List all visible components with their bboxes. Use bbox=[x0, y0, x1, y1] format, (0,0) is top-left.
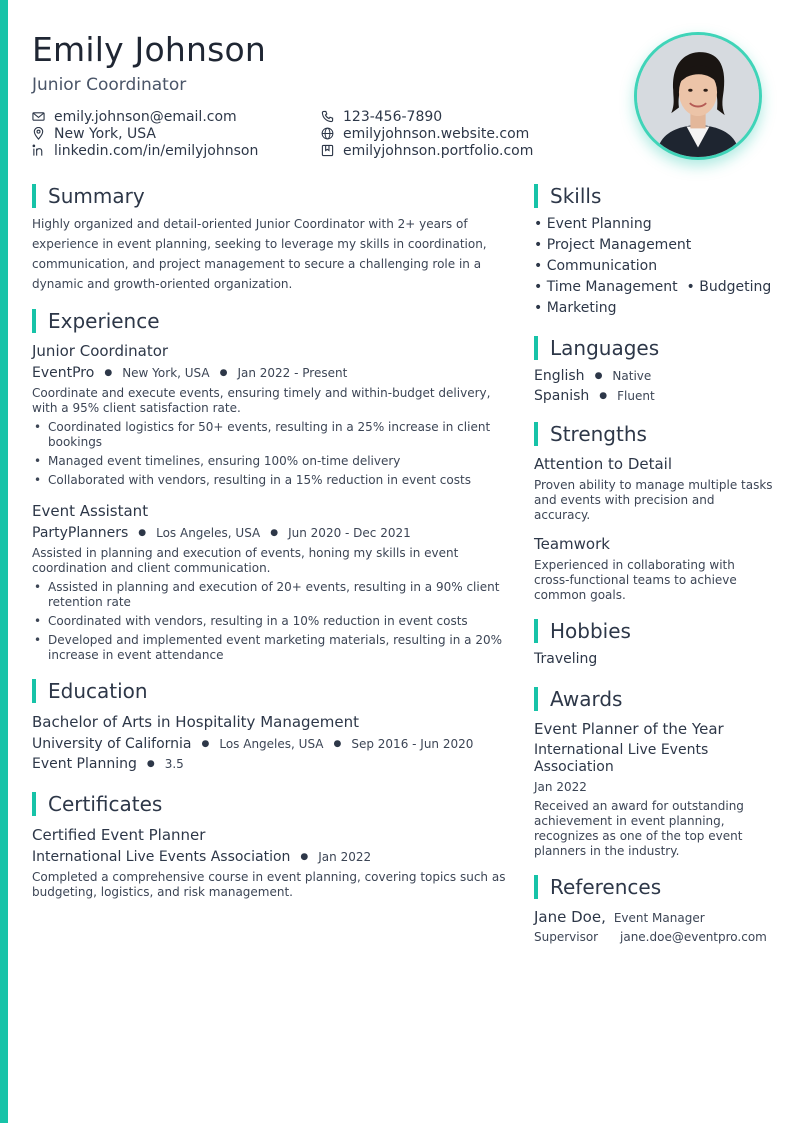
section-accent-bar bbox=[32, 792, 36, 816]
job-bullet: • Coordinated with vendors, resulting in a 10% reduction in event costs bbox=[32, 614, 512, 629]
certificate-name: Certified Event Planner bbox=[32, 826, 206, 844]
candidate-title: Junior Coordinator bbox=[32, 75, 187, 95]
contact-email-text: emily.johnson@email.com bbox=[54, 108, 237, 125]
references-heading bbox=[534, 875, 774, 899]
contact-list-right bbox=[321, 108, 533, 159]
separator-dot: ● bbox=[201, 739, 210, 749]
hobbies-section bbox=[534, 619, 774, 667]
experience-section bbox=[32, 309, 512, 663]
language-level: Fluent bbox=[617, 389, 655, 403]
job-meta bbox=[32, 525, 512, 541]
job-location: Los Angeles, USA bbox=[156, 526, 261, 540]
contact-list-left bbox=[32, 108, 258, 159]
candidate-name: Emily Johnson bbox=[32, 30, 267, 69]
location-pin-icon bbox=[32, 127, 54, 140]
contact-website-text: emilyjohnson.website.com bbox=[343, 125, 530, 142]
section-accent-bar bbox=[534, 687, 538, 711]
contact-linkedin-text: linkedin.com/in/emilyjohnson bbox=[54, 142, 259, 159]
phone-icon bbox=[321, 110, 343, 123]
languages-heading-text: Languages bbox=[550, 336, 660, 360]
strength-text: Proven ability to manage multiple tasks and events with precision and accuracy. bbox=[534, 478, 773, 522]
language-name: English bbox=[534, 368, 585, 384]
contact-portfolio[interactable] bbox=[321, 142, 533, 159]
job-description: Coordinate and execute events, ensuring timely and within-budget delivery, with a 95% client satisfaction rate. bbox=[32, 386, 491, 415]
portfolio-icon bbox=[321, 144, 343, 157]
education-heading bbox=[32, 679, 512, 703]
skill-item: • Time Management • Budgeting bbox=[534, 279, 772, 295]
strength-text: Experienced in collaborating with cross-functional teams to achieve common goals. bbox=[534, 558, 737, 602]
job-bullet: • Coordinated logistics for 50+ events, resulting in a 25% increase in client bookings bbox=[32, 420, 512, 450]
skill-item: • Project Management bbox=[534, 237, 692, 253]
strengths-heading-text: Strengths bbox=[550, 422, 647, 446]
company-name: PartyPlanners bbox=[32, 525, 129, 541]
contact-phone[interactable] bbox=[321, 108, 533, 125]
skill-item: • Event Planning bbox=[534, 216, 652, 232]
school-name: University of California bbox=[32, 736, 192, 752]
contact-linkedin[interactable] bbox=[32, 142, 258, 159]
certificate-meta bbox=[32, 849, 512, 865]
summary-section bbox=[32, 184, 512, 294]
certificate-date: Jan 2022 bbox=[318, 850, 372, 864]
job-dates: Jan 2022 - Present bbox=[237, 366, 348, 380]
accent-sidebar-bar bbox=[0, 0, 8, 1123]
skills-heading bbox=[534, 184, 774, 208]
education-section bbox=[32, 679, 512, 772]
separator-dot: ● bbox=[270, 528, 279, 538]
job-description: Assisted in planning and execution of events, honing my skills in event coordination and client communication. bbox=[32, 546, 459, 575]
contact-email[interactable] bbox=[32, 108, 258, 125]
skills-list bbox=[534, 214, 774, 319]
summary-heading-text: Summary bbox=[48, 184, 145, 208]
strength-title: Attention to Detail bbox=[534, 455, 673, 473]
education-field-meta bbox=[32, 756, 512, 772]
contact-portfolio-text: emilyjohnson.portfolio.com bbox=[343, 142, 534, 159]
references-section bbox=[534, 875, 774, 944]
education-dates: Sep 2016 - Jun 2020 bbox=[351, 737, 474, 751]
award-title: Event Planner of the Year bbox=[534, 720, 724, 738]
skill-item: • Marketing bbox=[534, 300, 617, 316]
separator-dot: ● bbox=[599, 391, 608, 401]
award-issuer: International Live Events Association bbox=[534, 742, 709, 775]
contact-website[interactable] bbox=[321, 125, 533, 142]
section-accent-bar bbox=[32, 184, 36, 208]
contact-phone-text: 123-456-7890 bbox=[343, 108, 443, 125]
languages-section bbox=[534, 336, 774, 404]
separator-dot: ● bbox=[594, 371, 603, 381]
award-date: Jan 2022 bbox=[534, 780, 587, 794]
certificates-heading-text: Certificates bbox=[48, 792, 163, 816]
experience-entry bbox=[32, 502, 512, 663]
section-accent-bar bbox=[534, 619, 538, 643]
certificates-section bbox=[32, 792, 512, 900]
job-bullets bbox=[32, 420, 512, 488]
education-meta bbox=[32, 736, 512, 752]
job-bullet: • Developed and implemented event marketing materials, resulting in a 20% increase in event attendance bbox=[32, 633, 512, 663]
job-bullet: • Managed event timelines, ensuring 100% on-time delivery bbox=[32, 454, 512, 469]
experience-entry bbox=[32, 342, 512, 488]
reference-email[interactable]: jane.doe@eventpro.com bbox=[620, 930, 767, 944]
job-location: New York, USA bbox=[122, 366, 210, 380]
job-bullet: • Collaborated with vendors, resulting in a 15% reduction in event costs bbox=[32, 473, 512, 488]
skills-section bbox=[534, 184, 774, 319]
job-title: Event Assistant bbox=[32, 502, 149, 520]
degree-title: Bachelor of Arts in Hospitality Management bbox=[32, 713, 360, 731]
gpa-value: 3.5 bbox=[164, 757, 184, 771]
side-column bbox=[534, 184, 774, 944]
experience-heading-text: Experience bbox=[48, 309, 160, 333]
job-dates: Jun 2020 - Dec 2021 bbox=[288, 526, 411, 540]
certificates-heading bbox=[32, 792, 512, 816]
contact-location-text: New York, USA bbox=[54, 125, 156, 142]
language-name: Spanish bbox=[534, 388, 590, 404]
strengths-section bbox=[534, 422, 774, 603]
skill-item: • Communication bbox=[534, 258, 658, 274]
summary-text: Highly organized and detail-oriented Junior Coordinator with 2+ years of experience in event planning, seeking to leverage my skills in coordination, communication, and project management to secure a challenging role in a dynamic and growth-oriented organization. bbox=[32, 217, 487, 291]
hobby-item: Traveling bbox=[534, 651, 598, 667]
awards-heading bbox=[534, 687, 774, 711]
awards-heading-text: Awards bbox=[550, 687, 623, 711]
profile-photo bbox=[634, 32, 762, 160]
section-accent-bar bbox=[32, 309, 36, 333]
school-location: Los Angeles, USA bbox=[219, 737, 324, 751]
separator-dot: ● bbox=[138, 528, 147, 538]
job-bullet: • Assisted in planning and execution of 20+ events, resulting in a 90% client retention rate bbox=[32, 580, 512, 610]
hobbies-heading-text: Hobbies bbox=[550, 619, 631, 643]
reference-name: Jane Doe, bbox=[534, 908, 606, 926]
linkedin-icon bbox=[32, 144, 54, 157]
job-meta bbox=[32, 365, 512, 381]
language-level: Native bbox=[612, 369, 652, 383]
reference-header bbox=[534, 908, 774, 926]
hobbies-heading bbox=[534, 619, 774, 643]
separator-dot: ● bbox=[333, 739, 342, 749]
reference-relation: Supervisor bbox=[534, 930, 599, 944]
mail-icon bbox=[32, 110, 54, 123]
field-of-study: Event Planning bbox=[32, 756, 137, 772]
skills-heading-text: Skills bbox=[550, 184, 602, 208]
job-title: Junior Coordinator bbox=[32, 342, 169, 360]
experience-heading bbox=[32, 309, 512, 333]
strengths-heading bbox=[534, 422, 774, 446]
strength-title: Teamwork bbox=[534, 535, 610, 553]
certificate-issuer: International Live Events Association bbox=[32, 849, 291, 865]
language-item bbox=[534, 388, 774, 404]
main-column bbox=[32, 184, 512, 900]
certificate-description: Completed a comprehensive course in event planning, covering topics such as budgeting, logistics, and risk management. bbox=[32, 870, 506, 899]
separator-dot: ● bbox=[219, 368, 228, 378]
language-item bbox=[534, 368, 774, 384]
reference-role: Event Manager bbox=[613, 911, 705, 925]
globe-icon bbox=[321, 127, 343, 140]
section-accent-bar bbox=[534, 422, 538, 446]
reference-details bbox=[534, 930, 774, 944]
section-accent-bar bbox=[534, 184, 538, 208]
separator-dot: ● bbox=[104, 368, 113, 378]
languages-heading bbox=[534, 336, 774, 360]
summary-heading bbox=[32, 184, 512, 208]
separator-dot: ● bbox=[146, 759, 155, 769]
award-description: Received an award for outstanding achievement in event planning, recognizes as one of the top event planners in the industry. bbox=[534, 799, 744, 858]
company-name: EventPro bbox=[32, 365, 95, 381]
separator-dot: ● bbox=[300, 852, 309, 862]
job-bullets bbox=[32, 580, 512, 663]
education-heading-text: Education bbox=[48, 679, 148, 703]
awards-section bbox=[534, 687, 774, 859]
section-accent-bar bbox=[534, 336, 538, 360]
references-heading-text: References bbox=[550, 875, 662, 899]
section-accent-bar bbox=[32, 679, 36, 703]
section-accent-bar bbox=[534, 875, 538, 899]
contact-location bbox=[32, 125, 258, 142]
